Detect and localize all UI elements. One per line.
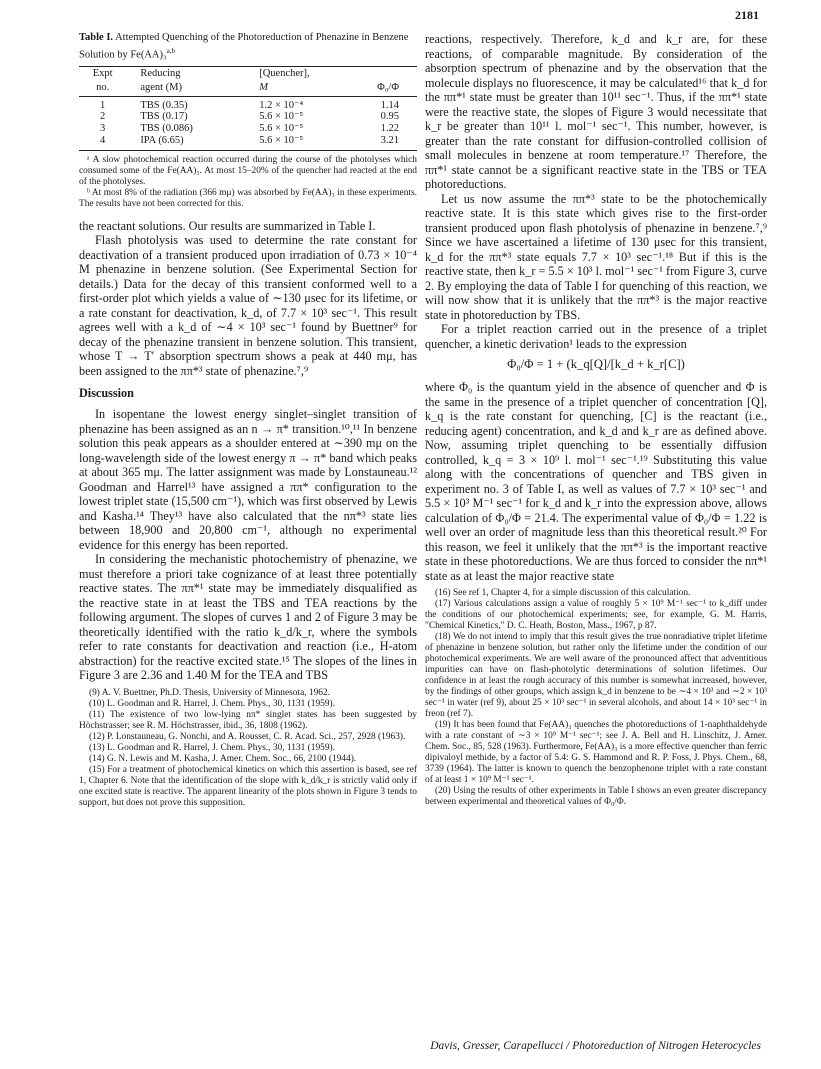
table-title-notes: a,b <box>166 46 176 55</box>
reference: (14) G. N. Lewis and M. Kasha, J. Amer. Chem. Soc., 66, 2100 (1944). <box>89 753 357 764</box>
reference: (13) L. Goodman and R. Harrel, J. Chem. Phys., 30, 1131 (1959). <box>89 742 335 753</box>
table-row <box>79 96 417 111</box>
cell-expt: 2 <box>100 111 106 123</box>
header-expt-no: no. <box>79 81 126 97</box>
discussion-heading: Discussion <box>79 386 134 401</box>
kinetic-equation: Φ₀/Φ = 1 + (k_q[Q]/[k_d + k_r[C]) <box>507 357 685 371</box>
table-title <box>79 32 417 62</box>
cell-agent: TBS (0.35) <box>140 99 188 111</box>
cell-agent: TBS (0.086) <box>140 123 193 135</box>
cell-quencher: 5.6 × 10⁻⁵ <box>241 135 342 150</box>
reference: (12) P. Lonstauneau, G. Nonchi, and A. Rousset, C. R. Acad. Sci., 257, 2928 (1963). <box>89 731 406 742</box>
reference: (19) It has been found that Fe(AA)₃ quenches the photoreductions of 1-naphthaldehyde with a rate constant of ∼3 × 10⁹ M⁻¹ sec⁻¹; see J. A. Bell and H. Linschitz, J. Amer. Chem. Soc., 85, 528 (1963). Furthermore, Fe(AA)₃ is a more effective quencher than ferric dipivaloyl methide, by a factor of 5.4: G. S. Hammond and R. P. Foss, J. Phys. Chem., 68, 3739 (1964). The latter is known to quench the benzophenone triplet with a rate constant of at least 1 × 10⁹ M⁻¹ sec⁻¹. <box>425 720 767 785</box>
cell-quencher: 5.6 × 10⁻⁵ <box>259 123 304 135</box>
cell-expt: 1 <box>100 99 106 111</box>
reference: (10) L. Goodman and R. Harrel, J. Chem. Phys., 30, 1131 (1959). <box>89 698 335 709</box>
cell-expt: 3 <box>100 123 106 135</box>
header-quencher: [Quencher], <box>241 66 342 81</box>
cell-agent: IPA (6.65) <box>126 135 241 150</box>
reference: (11) The existence of two low-lying nπ* singlet states has been suggested by Höchstrasser; see R. M. Höchstrasser, ibid., 36, 1808 (1962). <box>79 709 417 731</box>
cell-expt: 4 <box>79 135 126 150</box>
cell-agent: TBS (0.17) <box>140 111 188 123</box>
table-row <box>79 135 417 150</box>
cell-quencher: 1.2 × 10⁻⁴ <box>259 99 304 111</box>
body-paragraph: In isopentane the lowest energy singlet–singlet transition of phenazine has been assigned as an n → π* transition.¹⁰,¹¹ In benzene solution this peak appears as a shoulder entered at ∼390 mμ on the long-wavelength side of the lowest energy π → π* band which peaks at about 365 mμ. The latter assignment was made by Lonstauneau.¹² Goodman and Harrel¹³ have assigned a ππ* configuration to the lowest triplet state (15,500 cm⁻¹), which was first observed by Lewis and Kasha.¹⁴ They¹³ have also calculated that the nπ*³ state lies between 18,900 and 20,800 cm⁻¹, although no experimental evidence for this energy has been reported. <box>79 407 417 552</box>
reference: (9) A. V. Buettner, Ph.D. Thesis, University of Minnesota, 1962. <box>89 687 331 698</box>
reference: (17) Various calculations assign a value of roughly 5 × 10⁹ M⁻¹ sec⁻¹ to k_diff under the conditions of our photochemical experiments; see, for example, G. M. Harris, "Chemical Kinetics," D. C. Heath, Boston, Mass., 1967, p 87. <box>425 599 767 631</box>
cell-quencher: 5.6 × 10⁻⁵ <box>259 111 304 123</box>
table-label: Table I. <box>79 32 114 43</box>
reference: (16) See ref 1, Chapter 4, for a simple discussion of this calculation. <box>435 588 691 598</box>
reference: (20) Using the results of other experiments in Table I shows an even greater discrepancy between experimental and theoretical values of Φ₀/Φ. <box>425 786 767 807</box>
body-paragraph: reactions, respectively. Therefore, k_d and k_r are, for these reactions, of comparable magnitude. By consideration of the absorption spectrum of phenazine and by the observation that the molecule displays no fluorescence, it may be calculated¹⁶ that k_d for the ππ*¹ state must be greater than 10¹¹ sec⁻¹. Thus, if the ππ*¹ state were the reactive state, the slopes of Figure 3 would necessitate that k_r be greater than 10¹¹ l. mol⁻¹ sec⁻¹. This number, however, is greater than the rate constant for diffusion-controlled collision of small molecules in benzene at room temperature.¹⁷ Therefore, the ππ*¹ state cannot be a significant reactive state in the TBS or TEA photoreductions. <box>425 32 767 191</box>
table-footnote: ᵃ A slow photochemical reaction occurred during the course of the photolyses which consumed some of the Fe(AA)₃. At most 15–20% of the quencher had reacted at the end of the photolyses. <box>79 154 417 187</box>
table-row <box>79 123 417 135</box>
body-paragraph: where Φ₀ is the quantum yield in the absence of quencher and Φ is the same in the presence of a triplet quencher of concentration [Q], k_q is the rate constant for quenching, [C] is the reactant (i.e., reducing agent) concentration, and k_d and k_r are as defined above. Now, assuming triplet quenching to be essentially diffusion controlled, k_q = 3 × 10⁹ l. mol⁻¹ sec⁻¹.¹⁹ Substituting this value along with the concentrations of quencher and TBS given in experiment no. 3 of Table I, as well as values of 7.7 × 10³ sec⁻¹ and 5.5 × 10³ M⁻¹ sec⁻¹ for k_d and k_r into the expression above, allows calculation of Φ₀/Φ = 21.4. The experimental value of Φ₀/Φ = 1.22 is well over an order of magnitude less than this theoretical result.²⁰ For this reason, we feel it unlikely that the ππ*³ is the important reactive state in these photoreductions. We are thus forced to consider the nπ*¹ state as at least the major reactive state <box>425 380 767 583</box>
body-paragraph: For a triplet reaction carried out in the presence of a triplet quencher, a kinetic derivation¹ leads to the expression <box>425 322 767 351</box>
cell-ratio: 1.22 <box>380 123 399 135</box>
reference: (15) For a treatment of photochemical kinetics on which this assertion is based, see ref 1, Chapter 6. Note that the identification of the slope with k_d/k_r is strictly valid only if one excited state is reactive. The apparent linearity of the plots shown in Figure 3 tends to support, but does not prove this supposition. <box>79 764 417 808</box>
header-ratio: Φ₀/Φ <box>343 81 417 97</box>
table-caption: Attempted Quenching of the Photoreduction of Phenazine in Benzene Solution by Fe(AA)₃ <box>79 32 409 60</box>
header-agent-unit: agent (M) <box>126 81 241 97</box>
header-ratio-blank <box>343 66 417 81</box>
header-agent: Reducing <box>126 66 241 81</box>
left-references <box>79 688 417 809</box>
reference: (18) We do not intend to imply that this result gives the true nonradiative triplet lifetime of phenazine in benzene solution, but rather only the lifetime under the condition of our photochemical experiments. We are well aware of the pronounced affect that adventitious impurities can have on flash-photolytic determinations of solution lifetimes. Our confidence in at least the rough accuracy of this number is somewhat increased, however, by the findings of other groups, which assign k_d in benzene to be ∼4 × 10³ and ∼2 × 10³ sec⁻¹ in water (ref 9), about 25 × 10³ sec⁻¹ in several alcohols, and about 14 × 10³ sec⁻¹ in freon (ref 7). <box>425 632 767 719</box>
header-expt: Expt <box>79 66 126 81</box>
body-paragraph: In considering the mechanistic photochemistry of phenazine, we must therefore a priori take cognizance of at least three potentially reactive states. The ππ*¹ state may be immediately disqualified as the reactive state in at least the TBS and TEA reactions by the following argument. The slopes of curves 1 and 2 of Figure 3 may be theoretically identified with the ratio k_d/k_r, where the symbols refer to rate constants for deactivation and reaction (i.e., H-atom abstraction) for the reactive excited state.¹⁵ The slopes of the lines in Figure 3 are 2.36 and 1.40 M for the TEA and TBS <box>79 552 417 683</box>
table-row <box>79 111 417 123</box>
table-footnotes <box>79 155 417 210</box>
body-paragraph: the reactant solutions. Our results are summarized in Table I. <box>79 218 376 233</box>
left-column <box>79 32 417 809</box>
cell-ratio: 3.21 <box>343 135 417 150</box>
running-footer: Davis, Gresser, Carapellucci / Photoreduction of Nitrogen Heterocycles <box>430 1040 761 1052</box>
body-paragraph: Flash photolysis was used to determine the rate constant for deactivation of a transient produced upon irradiation of 0.73 × 10⁻⁴ M phenazine in benzene solution. (See Experimental Section for details.) Data for the decay of this transient conformed well to a first-order plot which yields a value of ∼130 μsec for its lifetime, or a rate constant for deactivation, k_d, of 7.7 × 10³ sec⁻¹. This result agrees well with a k_d of ∼4 × 10³ sec⁻¹ found by Buettner⁹ for decay of the phenazine transient in benzene solution. This transient, whose T → T′ absorption spectrum shows a peak at 440 mμ, has been assigned to the ππ*³ state of phenazine.⁷,⁹ <box>79 233 417 378</box>
body-paragraph: Let us now assume the ππ*³ state to be the photochemically reactive state. It is this state which gives rise to the first-order transient produced upon flash photolysis of phenazine in benzene.⁷,⁹ Since we have ascertained a lifetime of 130 μsec for this transient, k_d for the ππ*³ state equals 7.7 × 10³ sec⁻¹.¹⁸ But if this is the reactive state, then k_r = 5.5 × 10³ l. mol⁻¹ sec⁻¹ from Figure 3, curve 2. By employing the data of Table I for quenching of this reaction, we will now show that it is unlikely that the ππ*³ is the major reactive state in photoreduction by TBS. <box>425 191 767 322</box>
quenching-table <box>79 66 417 151</box>
right-column <box>425 32 767 808</box>
header-quencher-unit: M <box>241 81 342 97</box>
page-number: 2181 <box>735 8 759 22</box>
cell-ratio: 1.14 <box>380 99 399 111</box>
cell-ratio: 0.95 <box>380 111 399 123</box>
table-footnote: ᵇ At most 8% of the radiation (366 mμ) was absorbed by Fe(AA)₃ in these experiments. The results have not been corrected for this. <box>79 187 417 209</box>
right-references <box>425 588 767 808</box>
